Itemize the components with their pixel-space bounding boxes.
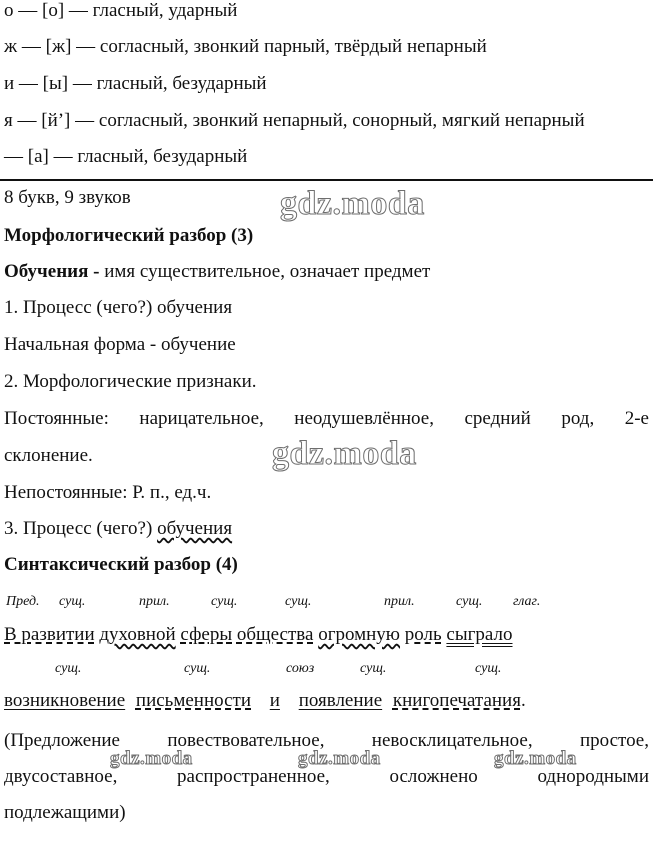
morph-step3 (4, 518, 232, 540)
constant-word: Постоянные: (4, 408, 109, 429)
morph-variable: Непостоянные: Р. п., ед.ч. (4, 482, 212, 503)
desc-line-2 (4, 766, 649, 788)
constant-word: средний (464, 408, 531, 429)
watermark: gdz.moda (280, 185, 425, 222)
constant-word: нарицательное, (139, 408, 264, 429)
sentence-word: сферы (180, 624, 233, 645)
sentence-word: и (269, 690, 280, 711)
sentence-word: появление (298, 690, 383, 711)
watermark: gdz.moda (272, 435, 417, 472)
sentence-word: огромную (318, 624, 401, 645)
desc-word: однородными (537, 766, 649, 787)
phonetic-line: ж — [ж] — согласный, звонкий парный, твёрдый непарный (4, 36, 487, 57)
desc-word: осложнено (389, 766, 478, 787)
sentence-word: общества (236, 624, 314, 645)
desc-word: простое, (579, 730, 649, 751)
morph-word-desc: имя существительное, означает предмет (99, 261, 431, 282)
sentence-word: письменности (135, 690, 252, 711)
constant-word: род, (561, 408, 595, 429)
sentence-word: духовной (99, 624, 176, 645)
morph-word-line (4, 261, 430, 283)
morph-constant-cont: склонение. (4, 445, 93, 466)
phonetic-line: и — [ы] — гласный, безударный (4, 73, 267, 94)
sentence-word: книгопечатания (392, 690, 521, 711)
morph-constant-line (4, 408, 649, 430)
morph-word: Обучения - (4, 261, 100, 282)
sentence-word: В развитии (4, 624, 95, 645)
step3-word: обучения (157, 518, 233, 539)
watermark: gdz.moda (110, 748, 193, 769)
morph-step2: 2. Морфологические признаки. (4, 371, 257, 392)
desc-word: (Предложение (4, 730, 120, 751)
pos-label: прил. (384, 594, 415, 609)
sentence-period: . (520, 690, 526, 711)
sentence-word: роль (404, 624, 442, 645)
phonetic-line: о — [о] — гласный, ударный (4, 0, 238, 21)
watermark: gdz.moda (298, 748, 381, 769)
pos-label: глаг. (513, 594, 541, 609)
phonetic-line: — [а] — гласный, безударный (4, 146, 248, 167)
desc-word: двусоставное, (4, 766, 118, 787)
pos-label: сущ. (456, 594, 483, 609)
desc-line-3: подлежащими) (4, 802, 126, 823)
pos-label: Пред. (6, 594, 40, 609)
morph-step1: 1. Процесс (чего?) обучения (4, 297, 233, 318)
letter-sound-summary: 8 букв, 9 звуков (4, 187, 131, 208)
step3-prefix: 3. Процесс (чего?) (4, 518, 158, 539)
constant-word: 2-е (624, 408, 649, 429)
pos-label: союз (286, 661, 315, 676)
sentence-line-1 (4, 624, 513, 646)
syntax-heading: Синтаксический разбор (4) (4, 554, 238, 575)
pos-label: сущ. (59, 594, 86, 609)
morph-initial-form: Начальная форма - обучение (4, 334, 236, 355)
phonetic-line: я — [й’] — согласный, звонкий непарный, сонорный, мягкий непарный (4, 110, 585, 131)
desc-word: распространенное, (177, 766, 330, 787)
pos-label: сущ. (360, 661, 387, 676)
sentence-word: возникновение (4, 690, 126, 711)
desc-word: невосклицательное, (371, 730, 533, 751)
pos-label: сущ. (184, 661, 211, 676)
separator-line (0, 179, 653, 181)
watermark: gdz.moda (494, 748, 577, 769)
morph-heading: Морфологический разбор (3) (4, 225, 254, 246)
pos-label: сущ. (285, 594, 312, 609)
pos-label: сущ. (55, 661, 82, 676)
pos-label: сущ. (211, 594, 238, 609)
sentence-line-2 (4, 690, 526, 712)
desc-word: повествовательное, (167, 730, 325, 751)
pos-label: сущ. (475, 661, 502, 676)
pos-label: прил. (139, 594, 170, 609)
sentence-word: сыграло (446, 624, 513, 645)
constant-word: неодушевлённое, (294, 408, 434, 429)
